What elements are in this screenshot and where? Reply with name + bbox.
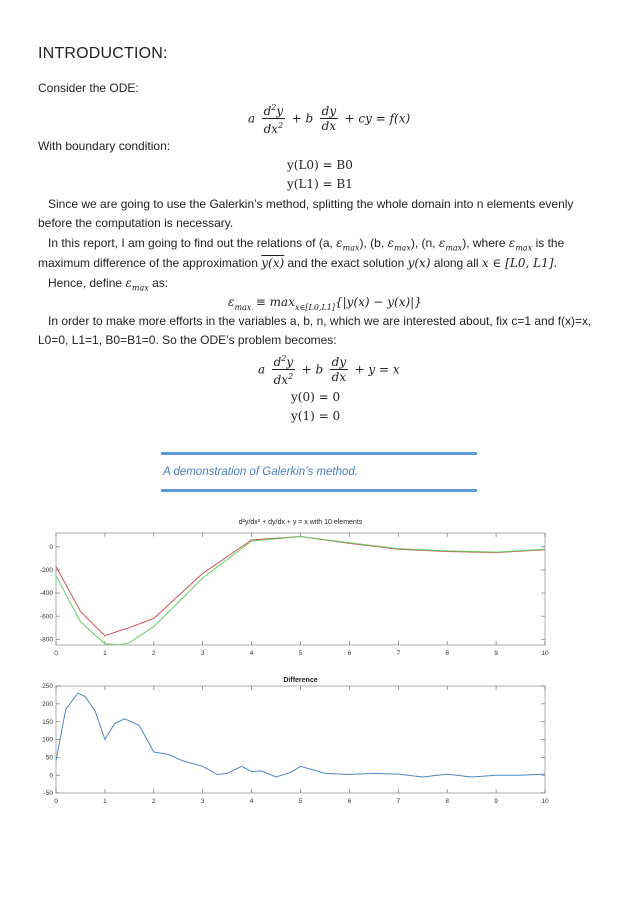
y-tick-label: 0	[49, 544, 53, 552]
x-tick-label: 9	[494, 798, 498, 805]
second-derivative: $\frac{d^2y}{dx^2}$	[263, 103, 284, 136]
first-derivative-2: $\frac{dy}{dx}$	[331, 355, 347, 384]
epsilon-max-definition: $\varepsilon_{max} \equiv \max_{x\in[L0,L1]}\{|y(x) - y(x)|\}$	[228, 295, 422, 313]
x-tick-label: 2	[151, 650, 156, 657]
caption-bottom-rule	[161, 489, 477, 492]
y-tick-label: 100	[42, 736, 53, 744]
x-tick-label: 5	[298, 650, 303, 657]
y-tick-label: 150	[42, 718, 53, 726]
intro-text: Consider the ODE:	[38, 81, 139, 95]
first-derivative: $\frac{dy}{dx}$	[321, 104, 337, 133]
ode-plus-b: + b	[291, 111, 314, 126]
ode-equation	[248, 101, 410, 136]
x-tick-label: 9	[494, 650, 498, 657]
paragraph-3-line-2: L0=0, L1=1, B0=B1=0. So the ODE’s problem becomes:	[38, 333, 337, 347]
y-tick-label: -800	[39, 636, 53, 644]
section-heading: INTRODUCTION:	[38, 45, 168, 62]
figure-caption: A demonstration of Galerkin’s method.	[163, 466, 358, 478]
x-tick-label: 6	[347, 798, 352, 805]
ode-coef-a: a	[248, 111, 256, 126]
y-tick-label: -50	[43, 790, 53, 798]
boundary-condition-2: y(L1) = B1	[287, 177, 353, 191]
y-tick-label: -200	[39, 567, 53, 575]
paragraph-2-line-1: In this report, I am going to find out the relations of (a, $\varepsilon_{max}$), (b, $\varepsilon_{max}$), (n, $\varepsilon_{max}$), where $\varepsilon_{max}$ is the	[48, 236, 565, 253]
caption-top-rule	[161, 452, 477, 455]
boundary-condition-1: y(L0) = B0	[287, 158, 353, 172]
y-tick-label: -600	[39, 613, 53, 621]
x-tick-label: 1	[103, 798, 107, 805]
paragraph-3-line-1: In order to make more efforts in the variables a, b, n, which we are interested about, fix c=1 and f(x)=x,	[48, 314, 592, 328]
x-tick-label: 4	[249, 798, 254, 805]
x-tick-label: 4	[249, 650, 254, 657]
boundary-condition-4: y(1) = 0	[291, 409, 341, 423]
x-tick-label: 0	[54, 650, 58, 657]
y-tick-label: 0	[49, 772, 53, 780]
x-tick-label: 0	[54, 798, 58, 805]
chart-title: Difference	[283, 677, 318, 684]
y-tick-label: 250	[42, 683, 53, 691]
x-tick-label: 10	[541, 798, 549, 805]
x-tick-label: 8	[445, 650, 450, 657]
x-tick-label: 3	[200, 798, 205, 805]
boundary-intro: With boundary condition:	[38, 139, 171, 153]
x-tick-label: 6	[347, 650, 352, 657]
x-tick-label: 7	[396, 650, 401, 657]
galerkin-chart	[0, 505, 638, 665]
x-tick-label: 7	[396, 798, 401, 805]
define-line: Hence, define $\varepsilon_{max}$ as:	[48, 276, 169, 293]
y-tick-label: 50	[45, 754, 53, 762]
paragraph-1-line-1: Since we are going to use the Galerkin’s method, splitting the whole domain into n elements evenly	[48, 197, 574, 211]
x-tick-label: 2	[151, 798, 156, 805]
second-derivative-2: $\frac{d^2y}{dx^2}$	[273, 354, 294, 387]
paragraph-2-line-2: maximum difference of the approximation y(x) and the exact solution y(x) along all x ∈ [L0, L1].	[38, 256, 558, 270]
chart-title: d²y/dx² + dy/dx + y = x with 10 elements	[238, 519, 363, 526]
specific-ode-equation: a $\frac{d^2y}{dx^2}$ + b $\frac{dy}{dx}$ + y = x	[258, 354, 400, 387]
y-tick-label: 200	[42, 701, 53, 709]
x-tick-label: 3	[200, 650, 205, 657]
x-tick-label: 1	[103, 650, 107, 657]
boundary-condition-3: y(0) = 0	[291, 390, 341, 404]
difference-chart	[0, 672, 638, 812]
ode-rest: + cy = f(x)	[344, 111, 411, 126]
x-tick-label: 8	[445, 798, 450, 805]
x-tick-label: 5	[298, 798, 303, 805]
y-tick-label: -400	[39, 590, 53, 598]
paragraph-1-line-2: before the computation is necessary.	[38, 216, 234, 230]
x-tick-label: 10	[541, 650, 549, 657]
